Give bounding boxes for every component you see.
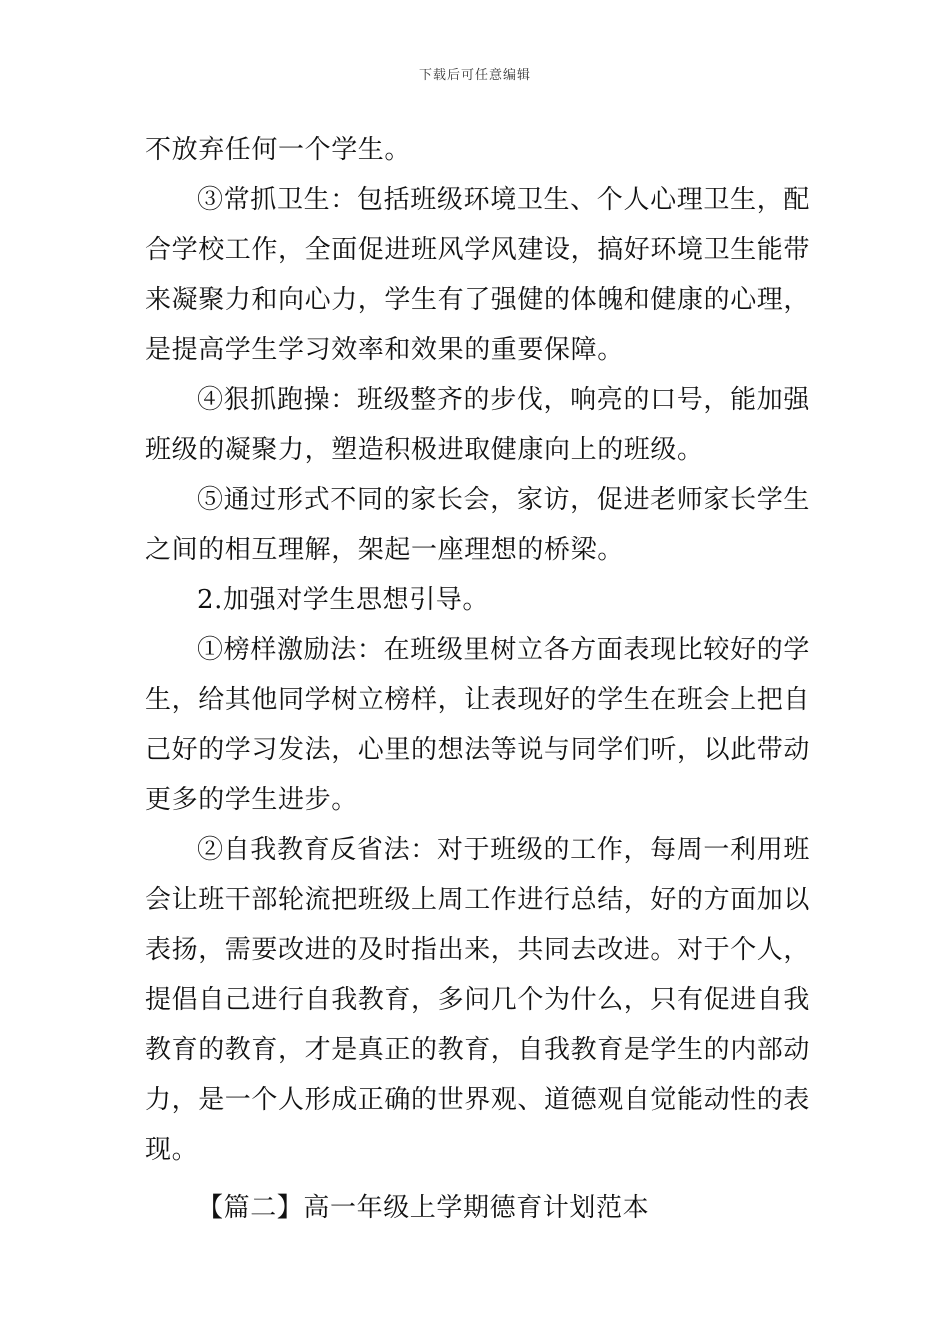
document-body	[145, 125, 810, 1233]
paragraph-section-2: 2.加强对学生思想引导。	[197, 585, 490, 615]
paragraph-continuation: 不放弃任何一个学生。	[145, 135, 412, 165]
paragraph-role-model: ①榜样激励法：在班级里树立各方面表现比较好的学生，给其他同学树立榜样，让表现好的学生在班会上把自己好的学习发法，心里的想法等说与同学们听，以此带动更多的学生进步。	[145, 635, 811, 815]
paragraph-self-education: ②自我教育反省法：对于班级的工作，每周一利用班会让班干部轮流把班级上周工作进行总结，好的方面加以表扬，需要改进的及时指出来，共同去改进。对于个人，提倡自己进行自我教育，多问几个为什么，只有促进自我教育的教育，才是真正的教育，自我教育是学生的内部动力，是一个人形成正确的世界观、道德观自觉能动性的表现。	[145, 835, 811, 1165]
paragraph-hygiene: ③常抓卫生：包括班级环境卫生、个人心理卫生，配合学校工作，全面促进班风学风建设，搞好环境卫生能带来凝聚力和向心力，学生有了强健的体魄和健康的心理，是提高学生学习效率和效果的重要保障。	[145, 185, 811, 365]
section-heading: 【篇二】高一年级上学期德育计划范本	[197, 1193, 650, 1223]
paragraph-running-drill: ④狠抓跑操：班级整齐的步伐，响亮的口号，能加强班级的凝聚力，塑造积极进取健康向上的班级。	[145, 385, 810, 465]
paragraph-parent-meetings: ⑤通过形式不同的家长会，家访，促进老师家长学生之间的相互理解，架起一座理想的桥梁。	[145, 485, 810, 565]
header-note: 下载后可任意编辑	[418, 68, 531, 83]
